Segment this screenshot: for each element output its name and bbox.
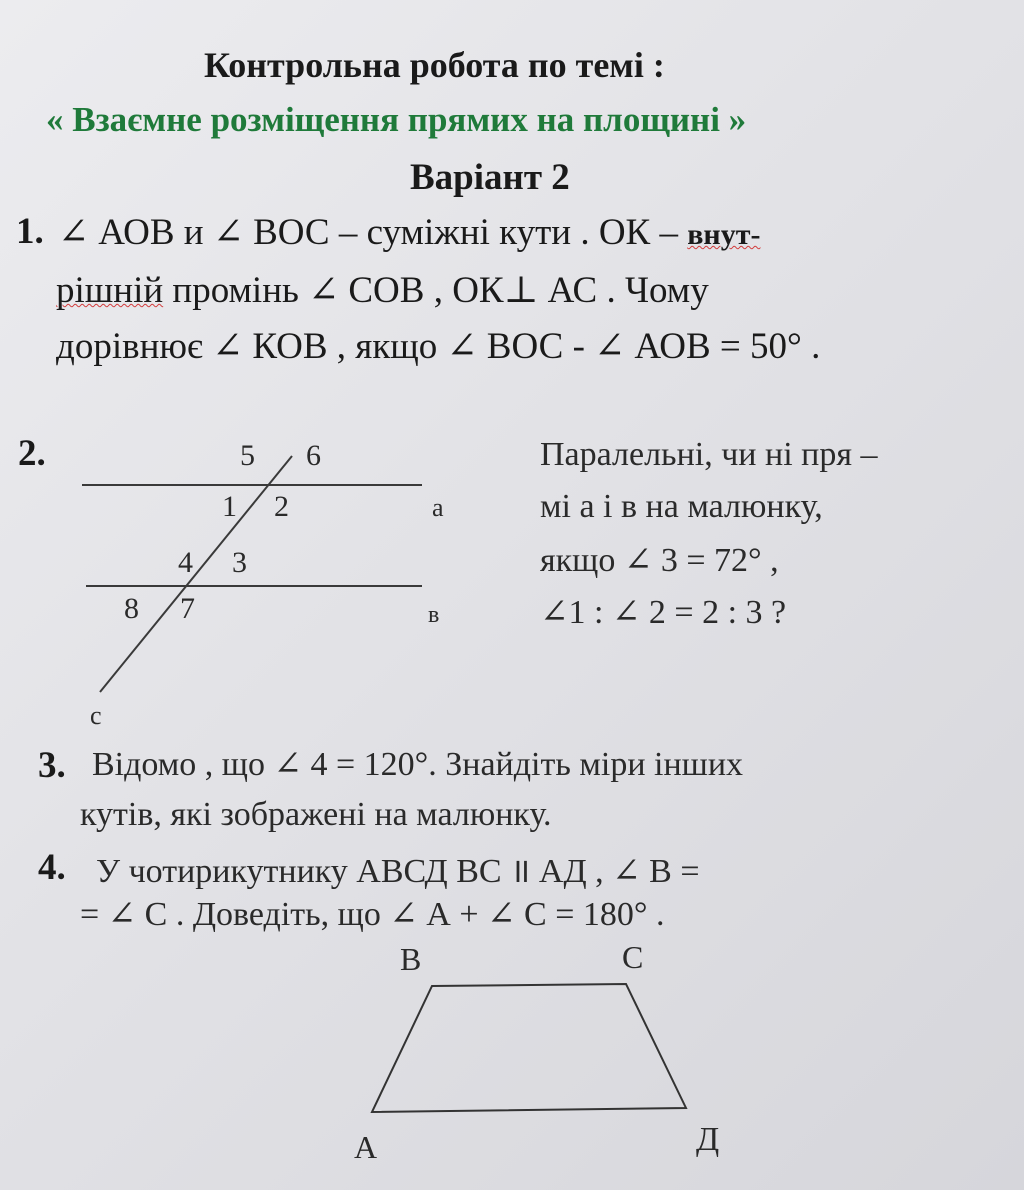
task1-line1-tail: внут- — [687, 218, 761, 251]
task2-line2: мі а і в на малюнку, — [540, 488, 823, 525]
trapezoid-abcd — [372, 984, 686, 1112]
line-a-label: а — [432, 493, 444, 522]
task4-line2: = ∠ С . Доведіть, що ∠ А + ∠ С = 180° . — [80, 896, 665, 933]
task1-line1-text: ∠ АОВ и ∠ ВОС – суміжні кути . ОК – — [58, 212, 678, 253]
task1-number: 1. — [16, 211, 44, 252]
task3-number: 3. — [38, 745, 66, 786]
task2-line1: Паралельні, чи ні пря – — [540, 436, 878, 473]
angle-label-1: 1 — [222, 490, 237, 523]
variant-label: Варіант 2 — [410, 157, 570, 198]
task4-number: 4. — [38, 847, 66, 888]
task1-line2-head: рішній — [56, 270, 164, 311]
trapezoid-figure — [340, 936, 760, 1176]
task1-line3: дорівнює ∠ КОВ , якщо ∠ ВОС - ∠ АОВ = 50° . — [56, 326, 821, 367]
page-title: Контрольна робота по темі : — [204, 45, 665, 85]
angle-label-2: 2 — [274, 490, 289, 523]
transversal-c — [100, 456, 292, 692]
transversal-label: с — [90, 701, 102, 730]
vertex-b-label: В — [400, 941, 422, 977]
task3-line1: Відомо , що ∠ 4 = 120°. Знайдіть міри інших — [92, 746, 744, 783]
angle-label-7: 7 — [180, 592, 195, 625]
vertex-c-label: С — [622, 939, 644, 975]
task2-number: 2. — [18, 433, 46, 474]
angle-label-3: 3 — [232, 546, 247, 579]
task2-line3: якщо ∠ 3 = 72° , — [540, 542, 779, 579]
angle-label-6: 6 — [306, 439, 321, 472]
angle-label-4: 4 — [178, 546, 193, 579]
vertex-d-label: Д — [696, 1121, 720, 1158]
line-b-label: в — [428, 602, 440, 628]
task1-line1 — [58, 210, 760, 254]
task2-line4: ∠1 : ∠ 2 = 2 : 3 ? — [540, 594, 787, 631]
parallel-lines-figure — [60, 430, 480, 730]
task4-line1: У чотирикутнику АВСД ВС ॥ АД , ∠ В = — [96, 853, 700, 890]
task1-line2 — [56, 268, 709, 312]
angle-label-5: 5 — [240, 439, 255, 472]
angle-label-8: 8 — [124, 592, 139, 625]
page-subtitle: « Взаємне розміщення прямих на площині » — [46, 100, 747, 139]
task3-line2: кутів, які зображені на малюнку. — [80, 796, 552, 833]
vertex-a-label: А — [354, 1129, 378, 1165]
task1-line2-text: промінь ∠ СОВ , ОК⊥ АС . Чому — [172, 270, 709, 311]
